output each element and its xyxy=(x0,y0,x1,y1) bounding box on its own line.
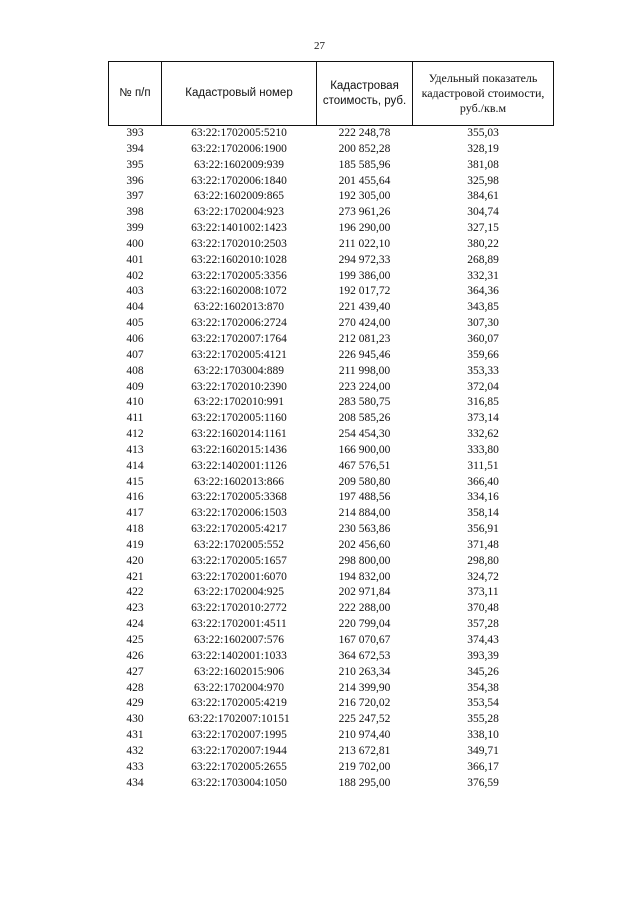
cadastral-number: 63:22:1702006:2724 xyxy=(191,317,287,330)
cadastral-number: 63:22:1702005:5210 xyxy=(191,127,287,139)
cadastral-number: 63:22:1602013:870 xyxy=(193,301,285,314)
specific-value: 370,48 xyxy=(467,602,499,615)
row-number: 408 xyxy=(126,364,144,377)
row-number: 399 xyxy=(126,222,144,235)
header-cadastral-number: Кадастровый номер xyxy=(162,62,317,126)
cadastral-value: 230 563,86 xyxy=(338,523,391,536)
cadastral-number: 63:22:1702005:3368 xyxy=(191,491,287,504)
table-row xyxy=(109,332,554,348)
cadastral-value: 225 247,52 xyxy=(338,713,391,726)
specific-value: 355,03 xyxy=(467,127,499,139)
table-row xyxy=(109,269,554,285)
specific-value: 354,38 xyxy=(467,681,499,694)
cadastral-number: 63:22:1702007:1995 xyxy=(191,729,287,742)
cadastral-value: 167 070,67 xyxy=(338,634,391,646)
cadastral-number: 63:22:1702010:2390 xyxy=(191,380,287,393)
row-number: 424 xyxy=(126,618,144,631)
cadastral-value: 194 832,00 xyxy=(338,570,391,583)
cadastral-value: 467 576,51 xyxy=(338,459,391,472)
table-row xyxy=(109,665,554,681)
table-row xyxy=(109,126,554,142)
row-number: 426 xyxy=(126,649,144,662)
row-number: 411 xyxy=(126,412,144,425)
cadastral-number: 63:22:1702010:2503 xyxy=(191,237,287,250)
cadastral-value: 220 799,04 xyxy=(338,618,391,631)
table-row xyxy=(109,522,554,538)
table-row xyxy=(109,585,554,601)
row-number: 434 xyxy=(126,776,144,789)
row-number: 409 xyxy=(126,380,144,393)
specific-value: 371,48 xyxy=(467,538,499,551)
specific-value: 298,80 xyxy=(467,554,499,567)
table-row xyxy=(109,649,554,665)
cadastral-number: 63:22:1702005:552 xyxy=(193,538,285,551)
cadastral-value: 226 945,46 xyxy=(338,348,391,361)
row-number: 397 xyxy=(126,190,144,203)
row-number: 402 xyxy=(126,269,144,282)
cadastral-number: 63:22:1702007:1944 xyxy=(191,744,287,757)
specific-value: 345,26 xyxy=(467,665,499,678)
specific-value: 324,72 xyxy=(467,570,499,583)
cadastral-number: 63:22:1602009:865 xyxy=(193,190,285,203)
cadastral-value: 222 248,78 xyxy=(338,127,391,139)
table-row xyxy=(109,538,554,554)
specific-value: 366,17 xyxy=(467,760,499,773)
row-number: 396 xyxy=(126,174,144,187)
table-row xyxy=(109,554,554,570)
table-row xyxy=(109,158,554,174)
cadastral-value: 197 488,56 xyxy=(338,491,391,504)
cadastral-number: 63:22:1702006:1840 xyxy=(191,174,287,187)
table-row xyxy=(109,395,554,411)
row-number: 432 xyxy=(126,744,144,757)
row-number: 406 xyxy=(126,332,144,345)
cadastral-value: 200 852,28 xyxy=(338,142,391,155)
specific-value: 360,07 xyxy=(467,332,499,345)
specific-value: 353,54 xyxy=(467,697,499,710)
table-row xyxy=(109,744,554,760)
row-number: 395 xyxy=(126,158,144,171)
specific-value: 355,28 xyxy=(467,713,499,726)
cadastral-number: 63:22:1702005:2655 xyxy=(191,760,287,773)
table-row xyxy=(109,570,554,586)
specific-value: 332,62 xyxy=(467,428,499,441)
header-number: № п/п xyxy=(109,62,162,126)
specific-value: 374,43 xyxy=(467,634,499,646)
cadastral-number: 63:22:1703004:1050 xyxy=(191,776,287,789)
cadastral-value: 294 972,33 xyxy=(338,253,391,266)
specific-value: 359,66 xyxy=(467,348,499,361)
specific-value: 338,10 xyxy=(467,729,499,742)
cadastral-value: 188 295,00 xyxy=(338,776,391,789)
specific-value: 372,04 xyxy=(467,380,499,393)
cadastral-value: 185 585,96 xyxy=(338,158,391,171)
table-row xyxy=(109,681,554,697)
cadastral-number: 63:22:1702005:3356 xyxy=(191,269,287,282)
row-number: 410 xyxy=(126,396,144,409)
cadastral-value: 298 800,00 xyxy=(338,554,391,567)
specific-value: 268,89 xyxy=(467,253,499,266)
table-row xyxy=(109,490,554,506)
row-number: 422 xyxy=(126,586,144,599)
table-body xyxy=(109,126,554,792)
specific-value: 334,16 xyxy=(467,491,499,504)
cadastral-number: 63:22:1602013:866 xyxy=(193,475,285,488)
row-number: 405 xyxy=(126,317,144,330)
cadastral-value: 214 399,90 xyxy=(338,681,391,694)
cadastral-number: 63:22:1602009:939 xyxy=(193,158,285,171)
cadastral-value: 210 263,34 xyxy=(338,665,391,678)
row-number: 412 xyxy=(126,428,144,441)
cadastral-value: 210 974,40 xyxy=(338,729,391,742)
specific-value: 353,33 xyxy=(467,364,499,377)
cadastral-value: 273 961,26 xyxy=(338,206,391,219)
row-number: 398 xyxy=(126,206,144,219)
cadastral-value: 216 720,02 xyxy=(338,697,391,710)
specific-value: 393,39 xyxy=(467,649,499,662)
cadastral-value: 166 900,00 xyxy=(338,443,391,456)
cadastral-number: 63:22:1602008:1072 xyxy=(191,285,287,298)
header-cadastral-value: Кадастровая стоимость, руб. xyxy=(317,62,413,126)
cadastral-number: 63:22:1702001:4511 xyxy=(191,618,287,631)
specific-value: 381,08 xyxy=(467,158,499,171)
table-row xyxy=(109,427,554,443)
cadastral-value: 219 702,00 xyxy=(338,760,391,773)
specific-value: 384,61 xyxy=(467,190,499,203)
cadastral-value: 213 672,81 xyxy=(338,744,391,757)
row-number: 430 xyxy=(126,713,144,726)
table-row xyxy=(109,142,554,158)
cadastral-number: 63:22:1602014:1161 xyxy=(191,428,287,441)
row-number: 394 xyxy=(126,142,144,155)
cadastral-number: 63:22:1702005:4219 xyxy=(191,697,287,710)
specific-value: 373,14 xyxy=(467,412,499,425)
table-row xyxy=(109,300,554,316)
specific-value: 328,19 xyxy=(467,142,499,155)
table-row xyxy=(109,205,554,221)
cadastral-value: 254 454,30 xyxy=(338,428,391,441)
cadastral-number: 63:22:1702007:10151 xyxy=(188,713,290,726)
table-row xyxy=(109,712,554,728)
cadastral-number: 63:22:1602007:576 xyxy=(193,634,285,646)
cadastral-number: 63:22:1702001:6070 xyxy=(191,570,287,583)
table-row xyxy=(109,364,554,380)
table-row xyxy=(109,221,554,237)
row-number: 407 xyxy=(126,348,144,361)
specific-value: 358,14 xyxy=(467,507,499,520)
specific-value: 349,71 xyxy=(467,744,499,757)
cadastral-number: 63:22:1702006:1503 xyxy=(191,507,287,520)
cadastral-number: 63:22:1703004:889 xyxy=(193,364,285,377)
row-number: 421 xyxy=(126,570,144,583)
row-number: 401 xyxy=(126,253,144,266)
cadastral-value: 208 585,26 xyxy=(338,412,391,425)
cadastral-number: 63:22:1702005:4217 xyxy=(191,523,287,536)
row-number: 393 xyxy=(126,127,144,139)
specific-value: 343,85 xyxy=(467,301,499,314)
table-row xyxy=(109,174,554,190)
table-row xyxy=(109,601,554,617)
specific-value: 380,22 xyxy=(467,237,499,250)
row-number: 415 xyxy=(126,475,144,488)
specific-value: 325,98 xyxy=(467,174,499,187)
cadastral-number: 63:22:1702005:1657 xyxy=(191,554,287,567)
row-number: 428 xyxy=(126,681,144,694)
row-number: 403 xyxy=(126,285,144,298)
table-row xyxy=(109,728,554,744)
row-number: 425 xyxy=(126,634,144,646)
row-number: 400 xyxy=(126,237,144,250)
row-number: 431 xyxy=(126,729,144,742)
table-row xyxy=(109,189,554,205)
table-row xyxy=(109,316,554,332)
specific-value: 316,85 xyxy=(467,396,499,409)
cadastral-number: 63:22:1402001:1126 xyxy=(191,459,287,472)
table-row xyxy=(109,253,554,269)
cadastral-value: 222 288,00 xyxy=(338,602,391,615)
table-row xyxy=(109,284,554,300)
cadastral-number: 63:22:1602015:1436 xyxy=(191,443,287,456)
cadastral-number: 63:22:1702006:1900 xyxy=(191,142,287,155)
cadastral-value: 214 884,00 xyxy=(338,507,391,520)
row-number: 416 xyxy=(126,491,144,504)
specific-value: 332,31 xyxy=(467,269,499,282)
cadastral-value: 270 424,00 xyxy=(338,317,391,330)
row-number: 404 xyxy=(126,301,144,314)
specific-value: 376,59 xyxy=(467,776,499,789)
specific-value: 366,40 xyxy=(467,475,499,488)
row-number: 418 xyxy=(126,523,144,536)
specific-value: 356,91 xyxy=(467,523,499,536)
cadastral-value: 192 017,72 xyxy=(338,285,391,298)
table-row xyxy=(109,633,554,649)
cadastral-value: 221 439,40 xyxy=(338,301,391,314)
row-number: 413 xyxy=(126,443,144,456)
table-row xyxy=(109,237,554,253)
cadastral-number: 63:22:1702004:970 xyxy=(193,681,285,694)
cadastral-value: 223 224,00 xyxy=(338,380,391,393)
specific-value: 307,30 xyxy=(467,317,499,330)
cadastral-value: 196 290,00 xyxy=(338,222,391,235)
specific-value: 364,36 xyxy=(467,285,499,298)
row-number: 414 xyxy=(126,459,144,472)
cadastral-value-table xyxy=(108,61,554,791)
cadastral-value: 199 386,00 xyxy=(338,269,391,282)
table-row xyxy=(109,776,554,792)
specific-value: 327,15 xyxy=(467,222,499,235)
table-row xyxy=(109,506,554,522)
specific-value: 357,28 xyxy=(467,618,499,631)
cadastral-number: 63:22:1602015:906 xyxy=(193,665,285,678)
header-specific-value: Удельный показатель кадастровой стоимости, руб./кв.м xyxy=(413,62,554,126)
row-number: 427 xyxy=(126,665,144,678)
row-number: 419 xyxy=(126,538,144,551)
table-row xyxy=(109,459,554,475)
row-number: 420 xyxy=(126,554,144,567)
cadastral-value: 202 971,84 xyxy=(338,586,391,599)
specific-value: 333,80 xyxy=(467,443,499,456)
cadastral-number: 63:22:1702010:2772 xyxy=(191,602,287,615)
specific-value: 311,51 xyxy=(467,459,499,472)
row-number: 433 xyxy=(126,760,144,773)
cadastral-number: 63:22:1702010:991 xyxy=(193,396,285,409)
table-row xyxy=(109,411,554,427)
table-row xyxy=(109,348,554,364)
specific-value: 304,74 xyxy=(467,206,499,219)
cadastral-value: 211 022,10 xyxy=(338,237,391,250)
row-number: 429 xyxy=(126,697,144,710)
table-header-row xyxy=(109,62,554,126)
table-row xyxy=(109,475,554,491)
row-number: 423 xyxy=(126,602,144,615)
cadastral-value: 209 580,80 xyxy=(338,475,391,488)
cadastral-value: 202 456,60 xyxy=(338,538,391,551)
table-row xyxy=(109,443,554,459)
cadastral-value: 283 580,75 xyxy=(338,396,391,409)
cadastral-number: 63:22:1402001:1033 xyxy=(191,649,287,662)
cadastral-number: 63:22:1602010:1028 xyxy=(191,253,287,266)
cadastral-value: 364 672,53 xyxy=(338,649,391,662)
cadastral-number: 63:22:1702005:1160 xyxy=(191,412,287,425)
cadastral-value: 192 305,00 xyxy=(338,190,391,203)
cadastral-number: 63:22:1702005:4121 xyxy=(191,348,287,361)
page-number: 27 xyxy=(314,40,325,52)
cadastral-number: 63:22:1702007:1764 xyxy=(191,332,287,345)
table-row xyxy=(109,696,554,712)
specific-value: 373,11 xyxy=(467,586,499,599)
table-row xyxy=(109,760,554,776)
table-row xyxy=(109,380,554,396)
cadastral-value: 212 081,23 xyxy=(338,332,391,345)
cadastral-value: 201 455,64 xyxy=(338,174,391,187)
table-row xyxy=(109,617,554,633)
row-number: 417 xyxy=(126,507,144,520)
cadastral-value: 211 998,00 xyxy=(338,364,391,377)
cadastral-number: 63:22:1702004:923 xyxy=(193,206,285,219)
cadastral-number: 63:22:1702004:925 xyxy=(193,586,285,599)
cadastral-number: 63:22:1401002:1423 xyxy=(191,222,287,235)
